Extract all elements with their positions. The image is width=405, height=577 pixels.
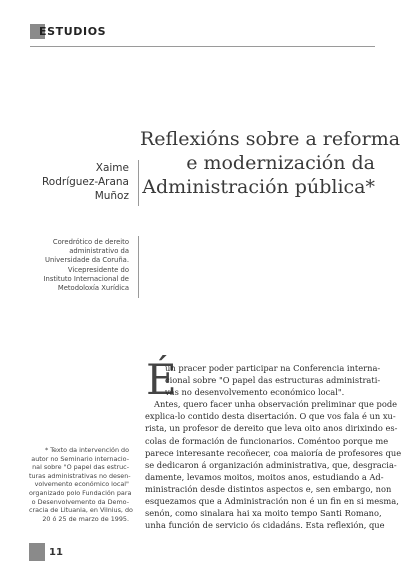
title-line: Administración pública* xyxy=(142,176,375,198)
section-label xyxy=(39,25,106,38)
body-line: Antes, quero facer unha observación preliminar que pode xyxy=(154,399,398,410)
body-line: unha función de servicio ós cidadáns. Esta reflexión, que xyxy=(145,520,385,531)
body-line: un pracer poder participar na Conferencia interna- xyxy=(165,363,381,373)
article-title xyxy=(140,127,401,199)
footnote-line: nal sobre "O papel das estruc- xyxy=(32,463,129,472)
body-line: parece interesante recoñecer, coa maioría de profesores que xyxy=(145,447,402,458)
body-line: colas de formación de funcionarios. Coméntoo porque me xyxy=(145,435,389,446)
footnote-line: 20 ó 25 de marzo de 1995. xyxy=(42,514,129,523)
affiliation-line: administrativo da xyxy=(69,247,129,256)
body-line: se dedicaron á organización administrativa, que, desgracia- xyxy=(145,459,397,470)
footnote-line: o Desenvolvemento da Demo- xyxy=(31,497,129,506)
body-line: damente, levamos moitos, moitos anos, estudiando a Ad- xyxy=(145,471,384,482)
body-text xyxy=(145,355,402,531)
footnote-line: organizado polo Fundación para xyxy=(29,488,132,497)
body-line: senón, como sinalara hai xa moito tempo Santi Romano, xyxy=(145,508,382,519)
affiliation-line: Coredrótico de dereito xyxy=(52,238,129,246)
affiliation-line: Metodoloxía Xurídica xyxy=(57,284,129,293)
drop-cap: É xyxy=(146,355,177,404)
body-line: rista, un profesor de dereito que leva oito anos dirixindo es- xyxy=(145,423,398,434)
affiliation-divider xyxy=(138,236,139,298)
author-name xyxy=(42,161,129,203)
footnote-line: volvemento económico local" xyxy=(34,480,129,489)
body-line: esquezamos que a Administración non é un fin en si mesma, xyxy=(145,496,399,507)
footnote-line: * Texto da intervención do xyxy=(45,446,129,454)
affiliation-line: Vicepresidente do xyxy=(67,265,129,274)
section-initial: E xyxy=(39,25,48,38)
footnote-line: autor no Seminario internacio- xyxy=(31,454,129,463)
affiliation-line: Universidade da Coruña. xyxy=(44,256,129,265)
author-divider xyxy=(138,160,139,206)
footnote xyxy=(29,446,133,523)
author-line: Xaime xyxy=(95,162,129,174)
page-folio xyxy=(29,543,63,561)
header-rule xyxy=(30,46,375,47)
folio-marker-square xyxy=(29,543,45,561)
author-line: Muñoz xyxy=(94,190,129,202)
author-line: Rodríguez-Arana xyxy=(41,176,129,188)
page-number: 11 xyxy=(49,546,63,558)
title-line: e modernización da xyxy=(186,152,375,174)
section-header xyxy=(30,24,106,39)
section-label-rest: STUDIOS xyxy=(47,25,107,38)
body-line: cional sobre "O papel das estructuras administrati- xyxy=(165,375,381,386)
footnote-line: cracia de Lituania, en Vilnius, do xyxy=(29,506,133,515)
body-line: explica-lo contido desta disertación. O que vos fala é un xu- xyxy=(145,411,396,422)
body-line: vas no desenvolvemento económico local". xyxy=(165,387,345,398)
body-line: ministración desde distintos aspectos e, sen embargo, non xyxy=(145,483,392,494)
affiliation-line: Instituto Internacional de xyxy=(43,274,129,283)
title-line: Reflexións sobre a reforma xyxy=(140,128,401,150)
footnote-line: turas administrativas no desen- xyxy=(29,471,131,480)
author-affiliation xyxy=(44,238,129,293)
